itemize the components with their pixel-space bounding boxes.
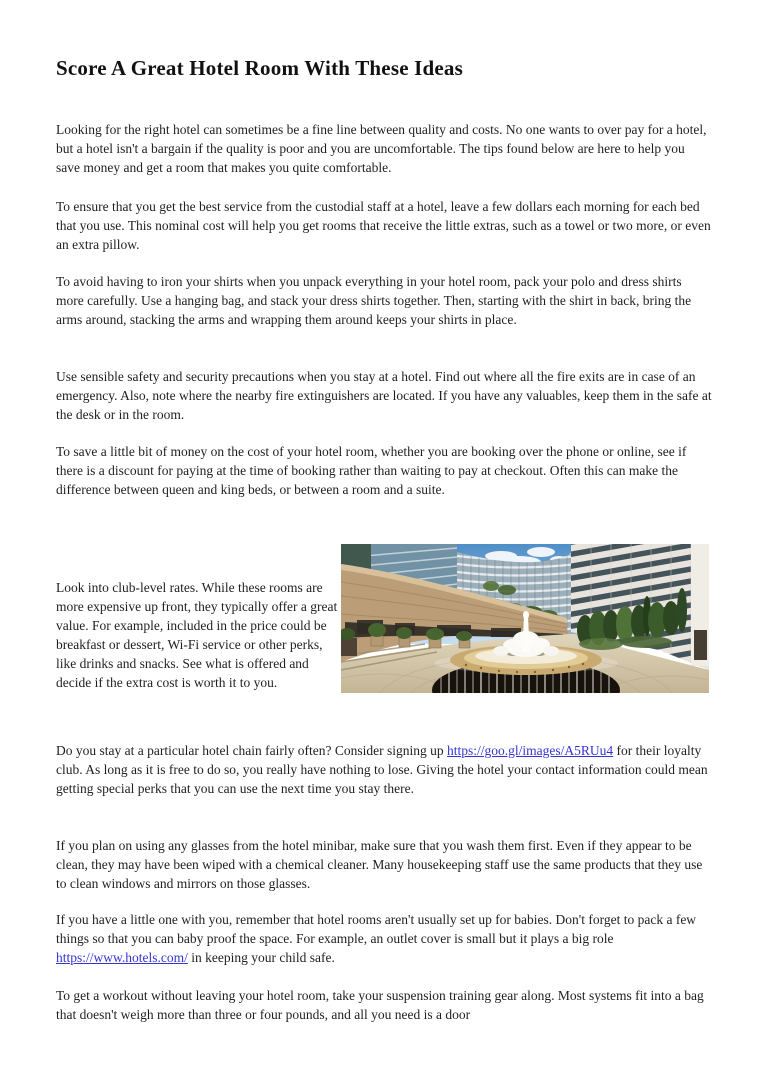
paragraph-text: If you have a little one with you, remember that hotel rooms aren't usually set up for babies. Don't forget to pack a few things so that you can baby proof the space. For example, an outlet cover is small but it plays a big role (56, 912, 697, 946)
goo-gl-images-link[interactable]: https://goo.gl/images/A5RUu4 (447, 743, 614, 758)
page-title: Score A Great Hotel Room With These Ideas (56, 56, 464, 80)
hotel-courtyard-photo (341, 544, 709, 693)
paragraph-club-level: Look into club-level rates. While these rooms are more expensive up front, they typically offer a great value. For example, included in the price could be breakfast or dessert, Wi-Fi service or other perks, like drinks and snacks. See what is offered and decide if the extra cost is worth it to you. (56, 580, 338, 690)
paragraph-text: for their loyalty club. As long as it is free to do so, you really have nothing to lose. Giving the hotel your contact information could mean getting special perks that you can use the next time you stay there. (56, 743, 708, 796)
paragraph-shirts: To avoid having to iron your shirts when you unpack everything in your hotel room, pack your polo and dress shirts more carefully. Use a hanging bag, and stack your dress shirts together. Then, starting with the shirt in back, bring the arms around, stacking the arms and wrapping them around keeps your shirts in place. (56, 274, 692, 327)
paragraph-booking: To save a little bit of money on the cost of your hotel room, whether you are booking over the phone or online, see if there is a discount for paying at the time of booking rather than waiting to pay at checkout. Often this can make the difference between queen and king beds, or between a room and a suite. (56, 444, 687, 497)
paragraph-loyalty (56, 741, 712, 798)
hotels-com-link[interactable]: https://www.hotels.com/ (56, 950, 188, 965)
paragraph-minibar: If you plan on using any glasses from the hotel minibar, make sure that you wash them first. Even if they appear to be clean, they may have been wiped with a chemical cleaner. Many housekeeping staff use the same products that they use to clean windows and mirrors on those glasses. (56, 838, 703, 891)
paragraph-text: Do you stay at a particular hotel chain fairly often? Consider signing up (56, 743, 448, 758)
paragraph-safety: Use sensible safety and security precautions when you stay at a hotel. Find out where all the fire exits are in case of an emergency. Also, note where the nearby fire extinguishers are located. If you have any valuables, keep them in the safe at the desk or in the room. (56, 369, 712, 422)
paragraph-baby (56, 910, 712, 967)
hotel-courtyard-illustration (341, 544, 709, 693)
paragraph-text: in keeping your child safe. (187, 950, 335, 965)
paragraph-intro: Looking for the right hotel can sometimes be a fine line between quality and costs. No one wants to over pay for a hotel, but a hotel isn't a bargain if the quality is poor and you are uncomfortable. The tips found below are here to help you save money and get a room that makes you quite comfortable. (56, 122, 707, 175)
paragraph-tipping: To ensure that you get the best service from the custodial staff at a hotel, leave a few dollars each morning for each bed that you use. This nominal cost will help you get rooms that receive the little extras, such as a towel or two more, or even an extra pillow. (56, 199, 711, 252)
paragraph-workout: To get a workout without leaving your hotel room, take your suspension training gear along. Most systems fit into a bag that doesn't weigh more than three or four pounds, and all you need is a door (56, 988, 704, 1022)
